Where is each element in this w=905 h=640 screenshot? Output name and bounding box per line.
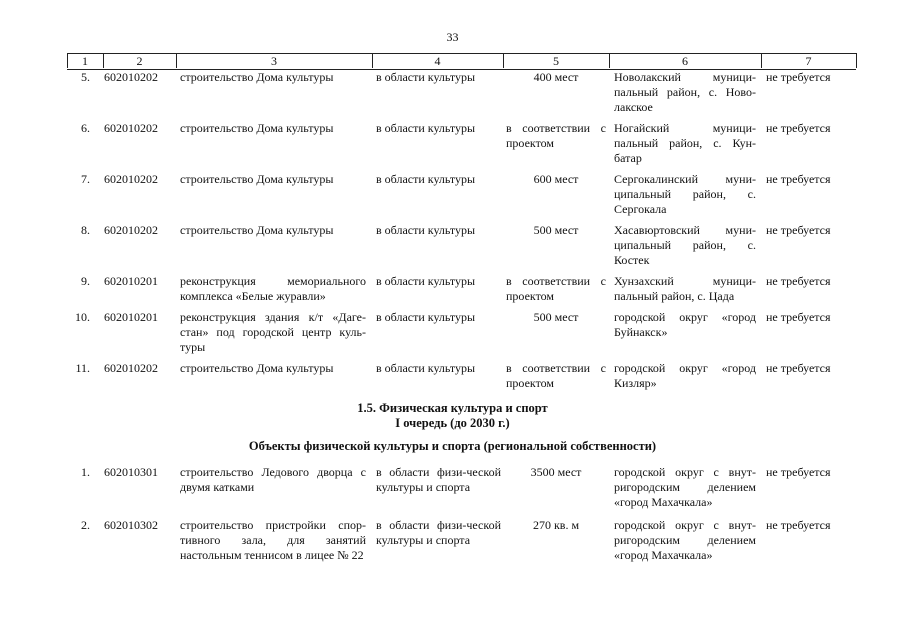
column-header-6: 6: [609, 53, 761, 70]
row-note: не требуется: [766, 310, 831, 324]
row-capacity: 270 кв. м: [532, 518, 580, 532]
row-note: не требуется: [766, 465, 831, 479]
row-name: реконструкция мемориального комплекса «Белые журавли»: [180, 274, 366, 303]
row-area: в области культуры: [376, 310, 476, 324]
row-number: 8.: [81, 223, 90, 237]
row-note: не требуется: [766, 518, 831, 532]
row-name: строительство Дома культуры: [180, 223, 334, 237]
row-name: строительство Дома культуры: [180, 121, 334, 135]
column-divider: [176, 53, 177, 68]
row-area: в области культуры: [376, 172, 476, 186]
row-number: 9.: [81, 274, 90, 288]
column-header-7: 7: [761, 53, 856, 70]
row-location: городской округ «город Буйнакск»: [614, 310, 756, 339]
column-divider: [609, 53, 610, 68]
row-number: 10.: [75, 310, 90, 324]
row-capacity: 500 мест: [533, 310, 579, 324]
section-subtitle: Объекты физической культуры и спорта (региональной собственности): [248, 439, 657, 453]
page-number: 33: [446, 30, 459, 44]
row-number: 7.: [81, 172, 90, 186]
row-note: не требуется: [766, 223, 831, 237]
row-area: в области культуры: [376, 274, 476, 288]
row-capacity: в соответствии с проектом: [506, 121, 606, 150]
row-note: не требуется: [766, 121, 831, 135]
row-code: 602010202: [104, 70, 158, 84]
row-location: Сергокалинский муни-ципальный район, с. Сергокала: [614, 172, 756, 216]
row-location: Новолакский муници-пальный район, с. Ново-лакское: [614, 70, 756, 114]
column-divider: [503, 53, 504, 68]
row-capacity: 400 мест: [533, 70, 579, 84]
row-number: 5.: [81, 70, 90, 84]
row-location: Хунзахский муници-пальный район, с. Цада: [614, 274, 756, 303]
section-phase: I очередь (до 2030 г.): [395, 416, 510, 430]
row-area: в области физи-ческой культуры и спорта: [376, 518, 501, 547]
row-code: 602010301: [104, 465, 158, 479]
row-location: городской округ «город Кизляр»: [614, 361, 756, 390]
row-area: в области культуры: [376, 361, 476, 375]
row-code: 602010202: [104, 361, 158, 375]
row-area: в области культуры: [376, 121, 476, 135]
row-name: строительство Дома культуры: [180, 172, 334, 186]
column-header-3: 3: [176, 53, 372, 70]
row-location: городской округ с внут-ригородским делением «город Махачкала»: [614, 465, 756, 509]
row-area: в области культуры: [376, 223, 476, 237]
row-note: не требуется: [766, 274, 831, 288]
row-location: городской округ с внут-ригородским делением «город Махачкала»: [614, 518, 756, 562]
row-capacity: в соответствии с проектом: [506, 274, 606, 303]
column-divider: [67, 53, 68, 68]
row-number: 11.: [75, 361, 90, 375]
row-name: строительство Дома культуры: [180, 361, 334, 375]
row-code: 602010202: [104, 121, 158, 135]
row-capacity: 600 мест: [533, 172, 579, 186]
column-divider: [372, 53, 373, 68]
row-number: 1.: [81, 465, 90, 479]
column-header-4: 4: [372, 53, 503, 70]
column-divider: [856, 53, 857, 68]
column-divider: [761, 53, 762, 68]
row-code: 602010202: [104, 172, 158, 186]
row-capacity: 3500 мест: [530, 465, 582, 479]
row-name: реконструкция здания к/т «Даге-стан» под городской центр куль-туры: [180, 310, 366, 354]
row-area: в области физи-ческой культуры и спорта: [376, 465, 501, 494]
column-header-5: 5: [503, 53, 609, 70]
row-note: не требуется: [766, 172, 831, 186]
column-divider: [103, 53, 104, 68]
row-number: 2.: [81, 518, 90, 532]
section-title: 1.5. Физическая культура и спорт: [357, 401, 548, 415]
row-code: 602010201: [104, 274, 158, 288]
row-location: Хасавюртовский муни-ципальный район, с. Костек: [614, 223, 756, 267]
row-name: строительство пристройки спор-тивного зала, для занятий настольным теннисом в лицее № 22: [180, 518, 366, 562]
row-code: 602010201: [104, 310, 158, 324]
row-capacity: 500 мест: [533, 223, 579, 237]
row-capacity: в соответствии с проектом: [506, 361, 606, 390]
row-area: в области культуры: [376, 70, 476, 84]
column-header-2: 2: [103, 53, 176, 70]
row-code: 602010302: [104, 518, 158, 532]
row-name: строительство Ледового дворца с двумя катками: [180, 465, 366, 494]
row-number: 6.: [81, 121, 90, 135]
row-location: Ногайский муници-пальный район, с. Кун-батар: [614, 121, 756, 165]
row-note: не требуется: [766, 70, 831, 84]
row-note: не требуется: [766, 361, 831, 375]
row-code: 602010202: [104, 223, 158, 237]
row-name: строительство Дома культуры: [180, 70, 334, 84]
column-header-1: 1: [67, 53, 103, 70]
